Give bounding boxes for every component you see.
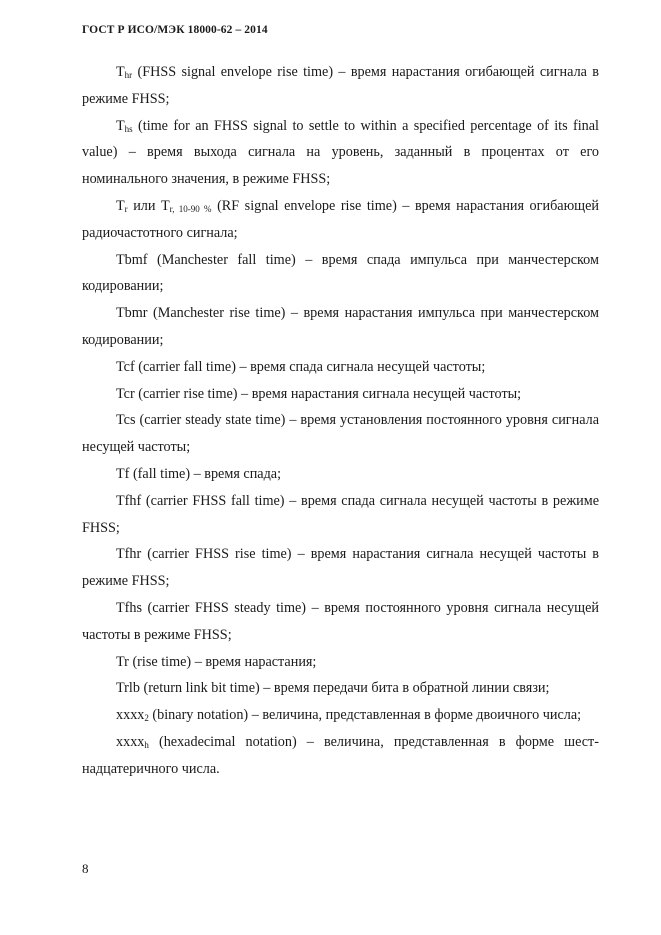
definition-text: (fall time) – время спада;: [129, 465, 282, 482]
definition-symbol: Tcs: [116, 412, 136, 429]
definition-item: [82, 702, 599, 729]
definition-item: [82, 729, 599, 783]
definition-text: (carrier steady state time) – время установления постоянного уровня сигнала несущей частоты;: [82, 412, 599, 456]
definition-text: (carrier FHSS fall time) – время спада сигнала несущей частоты в режиме FHSS;: [82, 492, 599, 536]
definition-subscript: 2: [144, 713, 149, 724]
definition-text: (carrier fall time) – время спада сигнала несущей частоты;: [134, 358, 486, 375]
definition-text: (carrier FHSS steady time) – время постоянного уровня сигнала несущей частоты в режиме FHSS;: [82, 599, 599, 643]
definition-symbol: Tbmr: [116, 305, 148, 322]
definition-item: [82, 381, 599, 408]
definition-symbol: Tcr: [116, 385, 135, 402]
definition-text: (RF signal envelope rise time) – время нарастания огибающей радиочастотного сигнала;: [82, 197, 599, 241]
definition-subscript: hr: [124, 70, 133, 80]
definition-symbol: T: [116, 117, 125, 134]
definition-item: [82, 407, 599, 461]
definition-text: (Manchester fall time) – время спада импульса при манчестерском кодировании;: [82, 251, 599, 295]
definition-symbol: xxxx: [116, 733, 145, 750]
definitions-list: [82, 59, 599, 783]
definition-symbol: xxxx: [116, 707, 145, 724]
page-number: 8: [82, 861, 89, 876]
definition-item: [82, 595, 599, 649]
definition-symbol: Tbmf: [116, 251, 148, 268]
definition-symbol: Tfhr: [116, 546, 142, 563]
definition-item: [82, 541, 599, 595]
definition-text: (carrier FHSS rise time) – время нарастания сигнала несущей частоты в режиме FHSS;: [82, 546, 599, 590]
definition-subscript: r: [124, 203, 128, 214]
definition-symbol: Tcf: [116, 358, 135, 375]
definition-symbol: Tfhs: [116, 599, 143, 616]
definition-item: [82, 247, 599, 301]
definition-item: [82, 675, 599, 702]
definition-item: [82, 113, 599, 193]
definition-item: [82, 354, 599, 381]
definition-text: (carrier rise time) – время нарастания сигнала несущей частоты;: [134, 385, 522, 402]
definition-item: [82, 461, 599, 488]
definition-item: [82, 59, 599, 113]
definition-item: [82, 300, 599, 354]
definition-symbol: T: [116, 64, 125, 80]
definition-subscript: h: [144, 739, 149, 750]
definition-symbol: T: [116, 197, 125, 214]
definition-text: (time for an FHSS signal to settle to within a specified percentage of its final value) – время выхода сигнала на уровень, заданный в процентах от его номинального значения, в режиме FHSS;: [82, 117, 599, 188]
definition-subscript: r, 10-90 %: [169, 203, 212, 214]
definition-symbol: Tr: [116, 653, 129, 670]
document-header: ГОСТ Р ИСО/МЭК 18000-62 – 2014: [82, 24, 268, 36]
definition-text: (return link bit time) – время передачи бита в обратной линии связи;: [139, 680, 550, 697]
definition-subscript: hs: [124, 123, 133, 134]
definition-text: (binary notation) – величина, представленная в форме двоичного числа;: [148, 707, 582, 724]
definition-symbol: Tfhf: [116, 492, 142, 509]
definition-text: (rise time) – время нарастания;: [128, 653, 317, 670]
definition-item: [82, 193, 599, 247]
definition-symbol: Tf: [116, 465, 130, 482]
definition-symbol-alt: или T: [127, 197, 170, 214]
definition-text: (hexadecimal notation) – величина, представленная в форме шестнадцатеричного числа.: [82, 733, 599, 777]
definition-text: (FHSS signal envelope rise time) – время нарастания огибающей сигнала в режиме FHSS;: [82, 64, 599, 107]
definition-item: [82, 649, 599, 676]
definition-text: (Manchester rise time) – время нарастания импульса при манчестерском кодировании;: [82, 305, 599, 348]
definition-item: [82, 488, 599, 542]
definition-symbol: Trlb: [116, 680, 140, 697]
